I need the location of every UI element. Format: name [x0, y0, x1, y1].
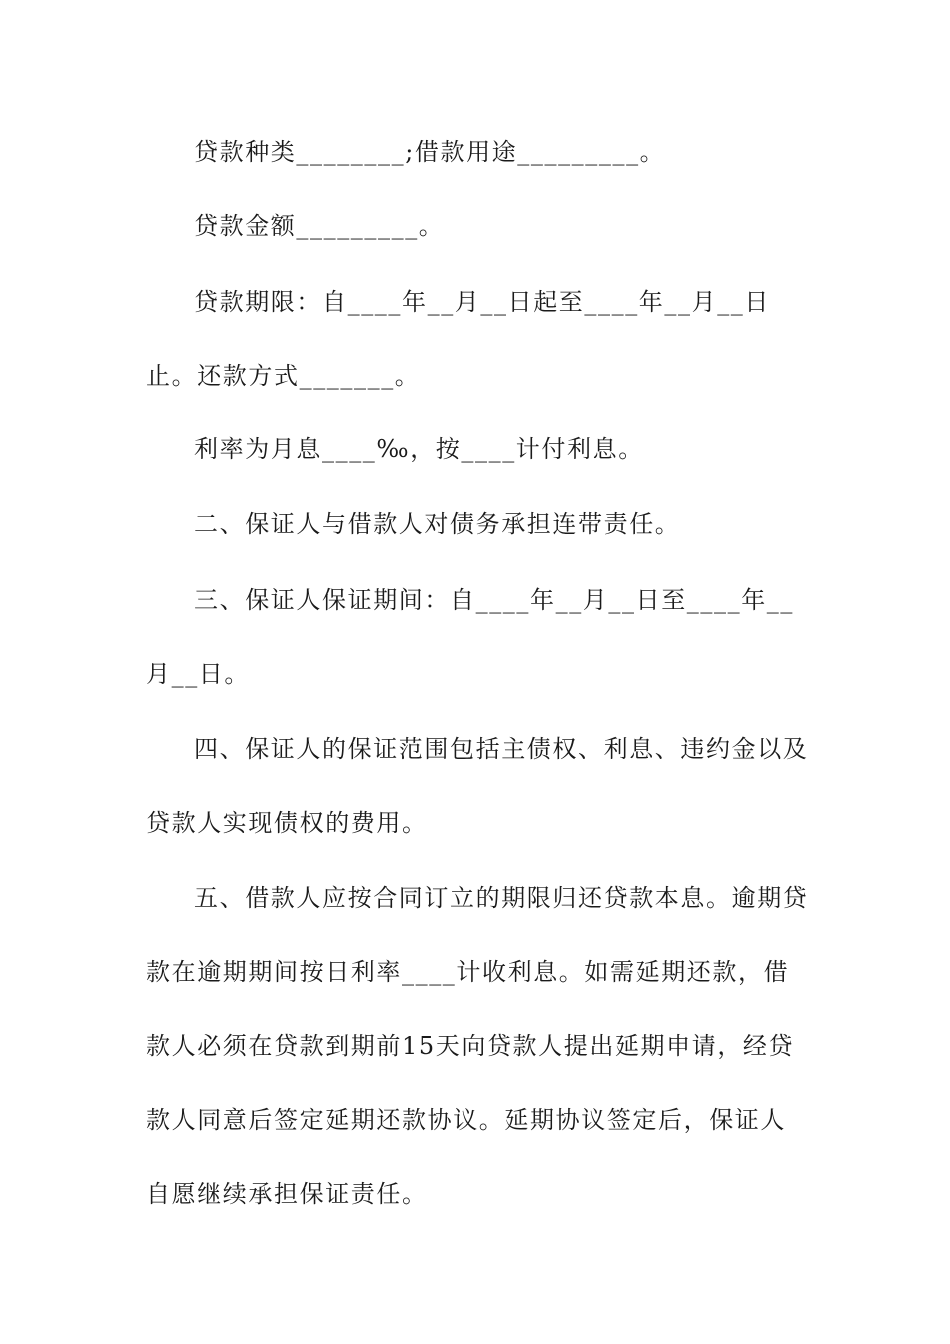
clause-five: 五、借款人应按合同订立的期限归还贷款本息。逾期贷款在逾期期间按日利率____计收利息。如需延期还款，借款人必须在贷款到期前15天向贷款人提出延期申请，经贷款人同意后签定延期还款协议。延期协议签定后，保证人自愿继续承担保证责任。 [146, 884, 809, 1208]
loan-type-purpose-line: 贷款种类________;借款用途_________。 [194, 138, 666, 166]
clause-two: 二、保证人与借款人对债务承担连带责任。 [194, 510, 681, 538]
clause-four: 四、保证人的保证范围包括主债权、利息、违约金以及贷款人实现债权的费用。 [146, 735, 809, 837]
loan-amount-line: 贷款金额_________。 [194, 212, 445, 240]
loan-term-paragraph: 贷款期限：自____年__月__日起至____年__月__日止。还款方式_______。 [146, 288, 770, 390]
clause-three: 三、保证人保证期间：自____年__月__日至____年__月__日。 [146, 586, 794, 688]
interest-rate-line: 利率为月息____‰，按____计付利息。 [194, 435, 644, 463]
